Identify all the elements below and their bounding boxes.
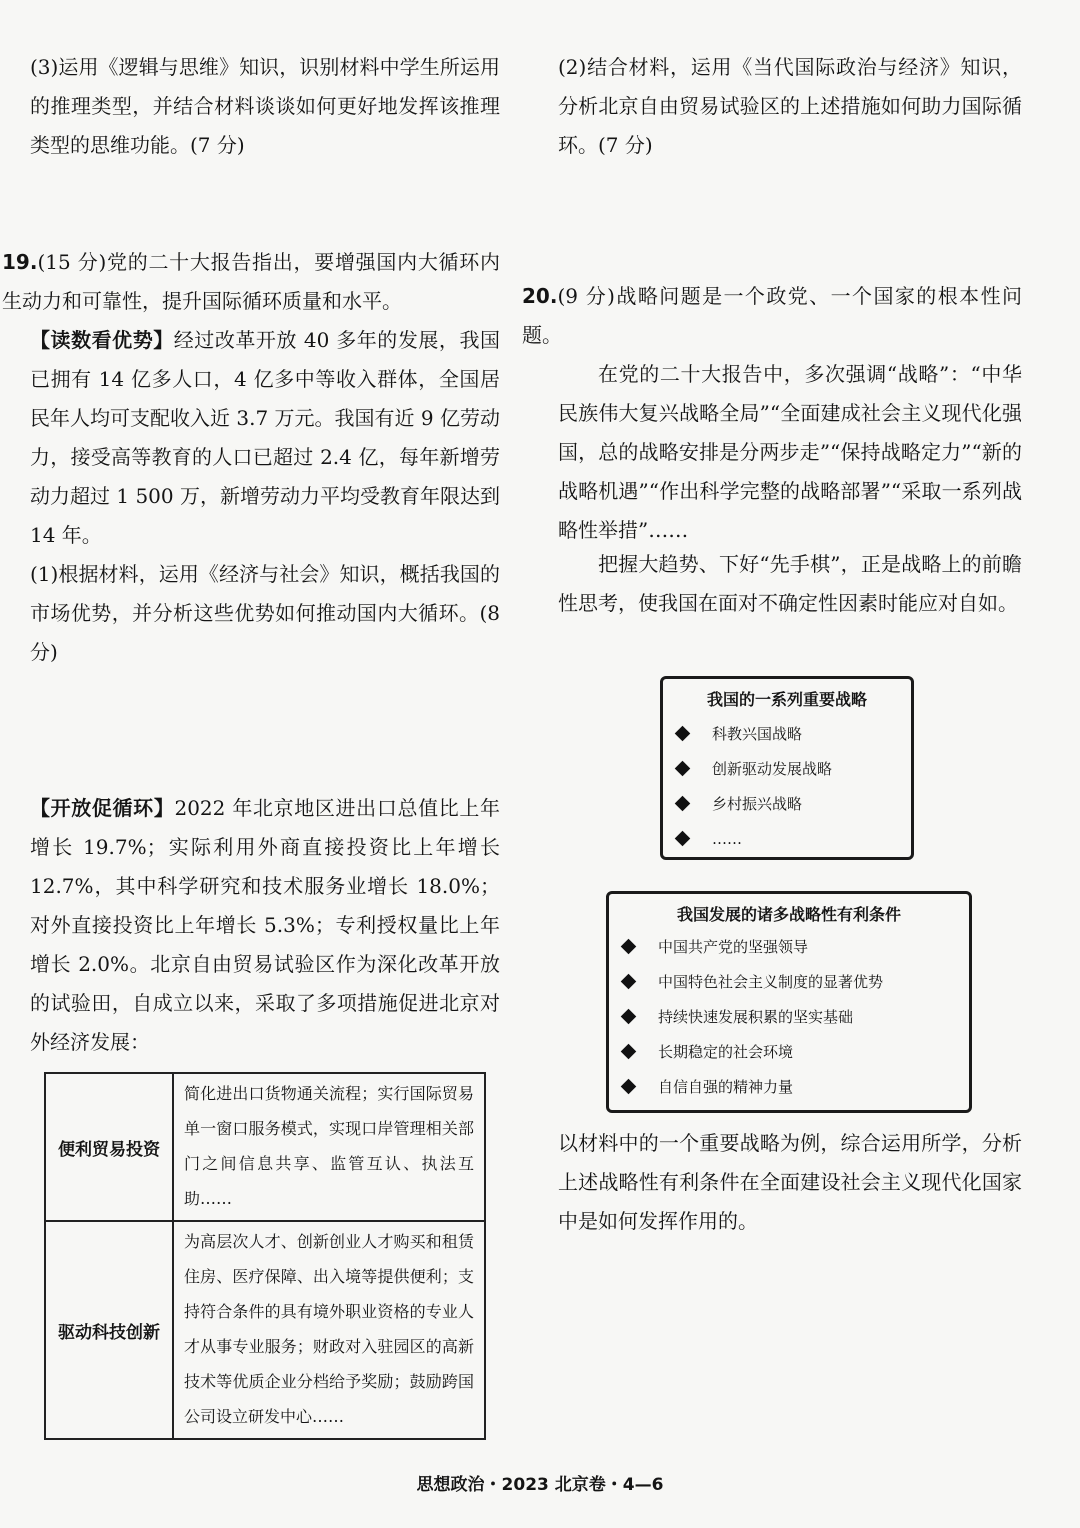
table-category: 便利贸易投资	[45, 1073, 173, 1221]
table-content: 为高层次人才、创新创业人才购买和租赁住房、医疗保障、出入境等提供便利；支持符合条件的具有境外职业资格的专业人才从事专业服务；财政对入驻园区的高新技术等优质企业分档给予奖励；鼓励跨国公司设立研发中心……	[173, 1221, 485, 1439]
question-19-part-1: (1)根据材料，运用《经济与社会》知识，概括我国的市场优势，并分析这些优势如何推动国内大循环。(8 分)	[30, 562, 500, 664]
strategy-box-title: 我国的一系列重要战略	[706, 690, 867, 709]
table-category: 驱动科技创新	[45, 1221, 173, 1439]
list-item: 中国特色社会主义制度的显著优势	[623, 964, 969, 999]
list-item: 长期稳定的社会环境	[623, 1034, 969, 1069]
page-footer: 思想政治・2023 北京卷・4—6	[416, 1475, 664, 1495]
question-19-stem-text: (15 分)党的二十大报告指出，要增强国内大循环内生动力和可靠性，提升国际循环质量和水平。	[2, 250, 500, 313]
strategy-box	[660, 676, 914, 860]
strategy-list	[663, 716, 911, 856]
diamond-bullet-icon	[621, 974, 637, 990]
conditions-box-title: 我国发展的诸多战略性有利条件	[676, 905, 901, 924]
diamond-bullet-icon	[675, 831, 691, 847]
list-item: 创新驱动发展战略	[677, 751, 911, 786]
diamond-bullet-icon	[675, 726, 691, 742]
question-20-prompt: 以材料中的一个重要战略为例，综合运用所学，分析上述战略性有利条件在全面建设社会主义现代化国家中是如何发挥作用的。	[558, 1131, 1022, 1233]
diamond-bullet-icon	[621, 939, 637, 955]
question-20-stem-text: (9 分)战略问题是一个政党、一个国家的根本性问题。	[522, 284, 1022, 347]
table-content: 简化进出口货物通关流程；实行国际贸易单一窗口服务模式，实现口岸管理相关部门之间信息共享、监管互认、执法互助……	[173, 1073, 485, 1221]
question-20-stem	[522, 277, 1022, 355]
conditions-box	[606, 891, 972, 1113]
question-19-stem	[2, 243, 500, 321]
diamond-bullet-icon	[621, 1044, 637, 1060]
section-open-cycle	[30, 789, 500, 1062]
section-read-data	[30, 321, 500, 555]
conditions-list	[609, 929, 969, 1104]
question-19-number: 19.	[2, 250, 38, 274]
measures-table	[44, 1072, 486, 1440]
diamond-bullet-icon	[675, 761, 691, 777]
list-item: 乡村振兴战略	[677, 786, 911, 821]
question-18-part-3: (3)运用《逻辑与思维》知识，识别材料中学生所运用的推理类型，并结合材料谈谈如何更好地发挥该推理类型的思维功能。(7 分)	[30, 55, 500, 157]
list-item: ……	[677, 821, 911, 856]
question-20-paragraph-2: 把握大趋势、下好“先手棋”，正是战略上的前瞻性思考，使我国在面对不确定性因素时能应对自如。	[558, 552, 1022, 615]
list-item: 自信自强的精神力量	[623, 1069, 969, 1104]
diamond-bullet-icon	[621, 1079, 637, 1095]
table-row	[45, 1221, 485, 1439]
section-open-cycle-title: 【开放促循环】	[30, 796, 175, 820]
list-item: 中国共产党的坚强领导	[623, 929, 969, 964]
question-19-part-2: (2)结合材料，运用《当代国际政治与经济》知识，分析北京自由贸易试验区的上述措施如何助力国际循环。(7 分)	[558, 55, 1022, 157]
diamond-bullet-icon	[621, 1009, 637, 1025]
section-read-data-title: 【读数看优势】	[30, 328, 174, 352]
table-row	[45, 1073, 485, 1221]
list-item: 科教兴国战略	[677, 716, 911, 751]
diamond-bullet-icon	[675, 796, 691, 812]
section-open-cycle-text: 2022 年北京地区进出口总值比上年增长 19.7%；实际利用外商直接投资比上年增长 12.7%，其中科学研究和技术服务业增长 18.0%；对外直接投资比上年增长 5.3%；专利授权量比上年增长 2.0%。北京自由贸易试验区作为深化改革开放的试验田，自成立以来，采取了多项措施促进北京对外经济发展：	[30, 796, 501, 1054]
section-read-data-text: 经过改革开放 40 多年的发展，我国已拥有 14 亿多人口，4 亿多中等收入群体，全国居民年人均可支配收入近 3.7 万元。我国有近 9 亿劳动力，接受高等教育的人口已超过 2.4 亿，每年新增劳动力超过 1 500 万，新增劳动力平均受教育年限达到 14 年。	[30, 328, 500, 547]
question-20-number: 20.	[522, 284, 558, 308]
list-item: 持续快速发展积累的坚实基础	[623, 999, 969, 1034]
question-20-paragraph-1: 在党的二十大报告中，多次强调“战略”：“中华民族伟大复兴战略全局”“全面建成社会主义现代化强国，总的战略安排是分两步走”“保持战略定力”“新的战略机遇”“作出科学完整的战略部署”“采取一系列战略性举措”……	[558, 362, 1022, 542]
